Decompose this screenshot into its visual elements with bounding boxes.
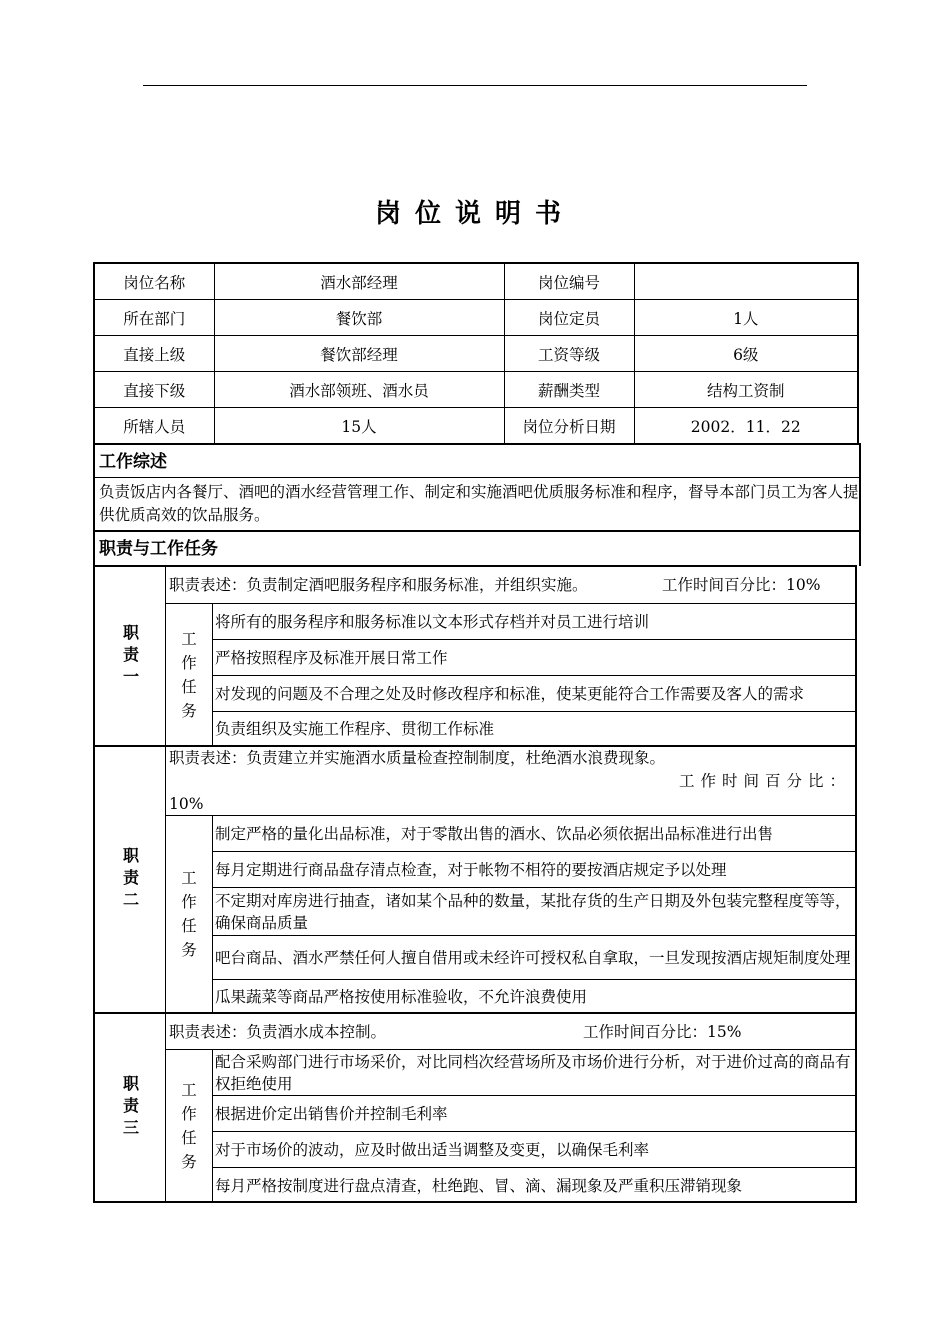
info-value: 15人 — [214, 408, 504, 444]
duty-percent: 工作时间百分比：15% — [583, 1023, 742, 1041]
task-item: 每月严格按制度进行盘点清查，杜绝跑、冒、滴、漏现象及严重积压滞销现象 — [215, 1176, 743, 1195]
duty-statement — [166, 747, 855, 816]
info-value — [634, 263, 858, 300]
task-item: 对于市场价的波动，应及时做出适当调整及变更，以确保毛利率 — [213, 1132, 855, 1168]
info-label: 岗位定员 — [504, 300, 634, 336]
task-item: 每月定期进行商品盘存清点检查，对于帐物不相符的要按酒店规定予以处理 — [213, 852, 855, 888]
info-label: 岗位分析日期 — [504, 408, 634, 444]
info-label: 直接下级 — [94, 372, 214, 408]
info-row — [94, 408, 858, 444]
info-value: 6级 — [634, 336, 858, 372]
task-list — [213, 816, 855, 1012]
task-item: 制定严格的量化出品标准，对于零散出售的酒水、饮品必须依据出品标准进行出售 — [213, 816, 855, 852]
task-item: 将所有的服务程序和服务标准以文本形式存档并对员工进行培训 — [213, 604, 855, 640]
duty-statement-text: 职责表述：负责建立并实施酒水质量检查控制制度，杜绝酒水浪费现象。 — [169, 749, 666, 767]
info-row — [94, 300, 858, 336]
document-title: 岗位说明书 — [374, 199, 575, 229]
info-value: 2002．11．22 — [634, 408, 858, 444]
info-label: 所在部门 — [94, 300, 214, 336]
task-item: 对发现的问题及不合理之处及时修改程序和标准，使某更能符合工作需要及客人的需求 — [213, 676, 855, 712]
task-item: 配合采购部门进行市场采价，对比同档次经营场所及市场价进行分析，对于进价过高的商品有权拒绝使用 — [213, 1050, 855, 1096]
task-list — [213, 1050, 855, 1201]
task-label: 工作任务 — [166, 604, 213, 746]
duty-label: 职责三 — [95, 1014, 166, 1201]
duty-percent-value: 10% — [169, 795, 204, 813]
info-label: 岗位编号 — [504, 263, 634, 300]
duty-statement-text: 职责表述：负责酒水成本控制。 — [169, 1023, 387, 1041]
duty-label: 职责一 — [95, 567, 166, 746]
task-item: 吧台商品、酒水严禁任何人擅自借用或未经许可授权私自拿取，一旦发现按酒店规矩制度处理 — [213, 936, 855, 980]
info-label: 岗位名称 — [94, 263, 214, 300]
info-value: 结构工资制 — [634, 372, 858, 408]
task-item: 瓜果蔬菜等商品严格按使用标准验收，不允许浪费使用 — [215, 988, 588, 1006]
duties-heading: 职责与工作任务 — [93, 530, 861, 566]
summary-heading: 工作综述 — [93, 443, 861, 479]
task-label: 工作任务 — [166, 816, 213, 1012]
info-row — [94, 336, 858, 372]
duty-percent: 工作时间百分比：10% — [662, 576, 821, 594]
info-row — [94, 372, 858, 408]
task-item: 负责组织及实施工作程序、贯彻工作标准 — [215, 720, 495, 738]
duty-label: 职责二 — [95, 747, 166, 1012]
task-label: 工作任务 — [166, 1050, 213, 1201]
task-list — [213, 604, 855, 746]
info-value: 酒水部领班、酒水员 — [214, 372, 504, 408]
info-value: 酒水部经理 — [214, 263, 504, 300]
duty-block-2 — [93, 745, 857, 1012]
duty-block-1 — [93, 565, 857, 746]
info-label: 薪酬类型 — [504, 372, 634, 408]
info-label: 直接上级 — [94, 336, 214, 372]
task-item: 严格按照程序及标准开展日常工作 — [213, 640, 855, 676]
summary-text: 负责饭店内各餐厅、酒吧的酒水经营管理工作、制定和实施酒吧优质服务标准和程序，督导本部门员工为客人提供优质高效的饮品服务。 — [93, 477, 861, 531]
duty-percent-label: 工作时间百分比： — [678, 772, 851, 790]
duty-statement — [166, 1014, 855, 1050]
position-info-table — [93, 262, 859, 444]
info-value: 餐饮部经理 — [214, 336, 504, 372]
info-row — [94, 263, 858, 300]
info-label: 工资等级 — [504, 336, 634, 372]
task-item: 不定期对库房进行抽查，诸如某个品种的数量，某批存货的生产日期及外包装完整程度等等，确保商品质量 — [213, 888, 855, 936]
duty-block-3 — [93, 1012, 857, 1203]
info-value: 餐饮部 — [214, 300, 504, 336]
header-rule — [143, 85, 807, 86]
duty-statement — [166, 567, 855, 604]
task-item: 根据进价定出销售价并控制毛利率 — [213, 1096, 855, 1132]
info-value: 1人 — [634, 300, 858, 336]
info-label: 所辖人员 — [94, 408, 214, 444]
duty-statement-text: 职责表述：负责制定酒吧服务程序和服务标准，并组织实施。 — [169, 576, 588, 594]
